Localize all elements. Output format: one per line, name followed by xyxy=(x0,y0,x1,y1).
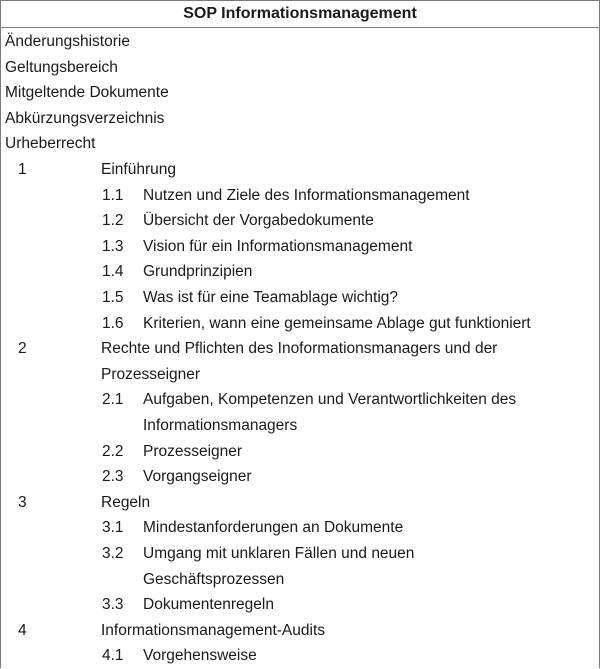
toc-section[interactable] xyxy=(1,464,599,490)
toc-chapter-continuation[interactable] xyxy=(1,362,599,388)
toc-entry-title: Änderungshistorie xyxy=(5,33,130,50)
toc-section-number: 1.6 xyxy=(102,314,124,332)
toc-section-number: 4.1 xyxy=(102,647,124,665)
toc-section-title: Aufgaben, Kompetenzen und Verantwortlichkeiten des xyxy=(143,391,517,409)
toc-section-title: Was ist für eine Teamablage wichtig? xyxy=(143,289,399,306)
toc-chapter-number: 3 xyxy=(18,493,27,511)
toc-section-title: Umgang mit unklaren Fällen und neuen xyxy=(143,545,415,562)
toc-section[interactable] xyxy=(1,541,599,567)
toc-section-number: 2.1 xyxy=(102,391,124,409)
toc-front-item[interactable] xyxy=(1,106,599,132)
toc-section-number: 3.2 xyxy=(102,545,124,562)
toc-section-number: 1.4 xyxy=(102,263,124,281)
toc-front-item[interactable] xyxy=(1,55,599,81)
toc-section[interactable] xyxy=(1,311,599,337)
toc-section-number: 3.1 xyxy=(102,519,124,537)
toc-section[interactable] xyxy=(1,183,599,209)
toc-section-continuation[interactable] xyxy=(1,567,599,593)
toc-section[interactable] xyxy=(1,515,599,541)
toc-section-title: Übersicht der Vorgabedokumente xyxy=(143,212,374,230)
toc-chapter-number: 4 xyxy=(18,621,27,639)
toc-entry-title: Mitgeltende Dokumente xyxy=(5,84,169,102)
toc-section-number: 1.2 xyxy=(102,212,124,230)
toc-section[interactable] xyxy=(1,643,599,669)
toc-section[interactable] xyxy=(1,439,599,465)
toc-entry-title: Geltungsbereich xyxy=(5,58,118,76)
toc-section-number: 1.5 xyxy=(102,289,124,306)
toc-front-item[interactable] xyxy=(1,80,599,106)
toc-section[interactable] xyxy=(1,285,599,311)
toc-chapter-title: Einführung xyxy=(101,161,176,178)
toc-chapter-title: Regeln xyxy=(101,493,151,511)
toc-section-title: Vision für ein Informationsmanagement xyxy=(143,237,413,255)
toc-section-number: 3.3 xyxy=(102,596,124,614)
toc-chapter-title: Prozesseigner xyxy=(101,365,201,383)
toc-section-title: Dokumentenregeln xyxy=(143,596,274,614)
toc-section[interactable] xyxy=(1,234,599,260)
toc-chapter[interactable] xyxy=(1,490,599,516)
toc-section[interactable] xyxy=(1,387,599,413)
toc-section[interactable] xyxy=(1,259,599,285)
toc-section-title: Informationsmanagers xyxy=(143,417,298,434)
toc-front-item[interactable] xyxy=(1,131,599,157)
toc-chapter-title: Informationsmanagement-Audits xyxy=(101,621,326,639)
toc-chapter[interactable] xyxy=(1,157,599,183)
toc-chapter[interactable] xyxy=(1,336,599,362)
toc-section-title: Prozesseigner xyxy=(143,442,243,460)
toc-section-number: 1.1 xyxy=(102,186,124,204)
toc-section-title: Vorgangseigner xyxy=(143,468,252,486)
toc-entry-title: Urheberrecht xyxy=(5,135,96,153)
toc-section-title: Grundprinzipien xyxy=(143,263,253,281)
toc-chapter[interactable] xyxy=(1,618,599,644)
toc-section-number: 2.3 xyxy=(102,468,124,486)
document-title: SOP Informationsmanagement xyxy=(1,0,599,28)
toc-chapter-title: Rechte und Pflichten des Inoformationsmanagers und der xyxy=(101,340,498,358)
toc-section-title: Nutzen und Ziele des Informationsmanagement xyxy=(143,186,470,204)
toc-section-number: 2.2 xyxy=(102,442,124,460)
toc-section-number: 1.3 xyxy=(102,237,124,255)
toc-section-title: Vorgehensweise xyxy=(143,647,257,665)
toc-chapter-number: 2 xyxy=(18,340,27,358)
toc-section-title: Kriterien, wann eine gemeinsame Ablage gut funktioniert xyxy=(143,314,531,332)
toc-section-title: Geschäftsprozessen xyxy=(143,570,285,588)
toc-entry-title: Abkürzungsverzeichnis xyxy=(5,109,165,127)
toc-section[interactable] xyxy=(1,592,599,618)
toc-section-continuation[interactable] xyxy=(1,413,599,439)
toc-section[interactable] xyxy=(1,208,599,234)
toc-section-title: Mindestanforderungen an Dokumente xyxy=(143,519,404,537)
toc-chapter-number: 1 xyxy=(18,161,27,178)
toc-front-item[interactable] xyxy=(1,29,599,55)
